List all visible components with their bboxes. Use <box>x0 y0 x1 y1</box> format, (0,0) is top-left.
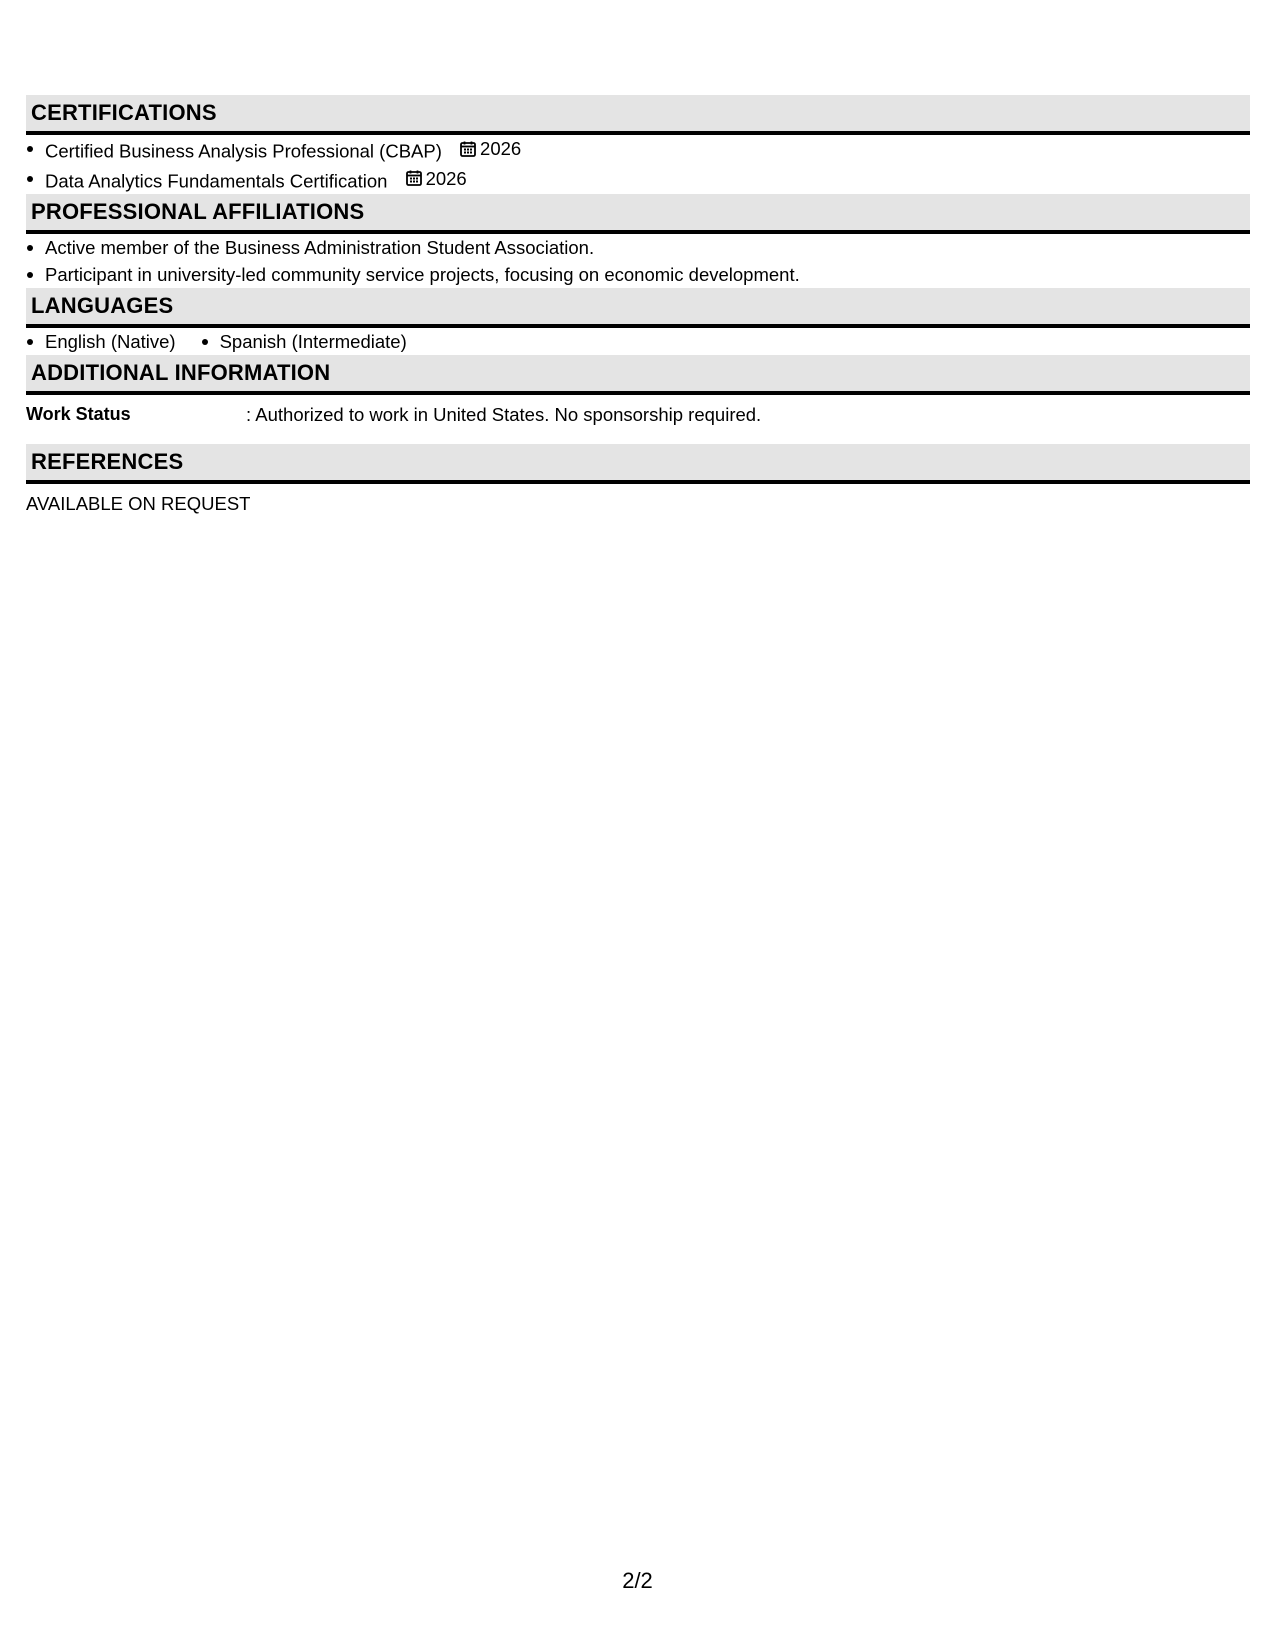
list-item: English (Native) <box>26 328 176 355</box>
certification-date <box>459 135 521 162</box>
languages-section <box>26 288 1250 355</box>
certification-name: Data Analytics Fundamentals Certification <box>45 170 388 191</box>
references-text: AVAILABLE ON REQUEST <box>26 493 251 514</box>
affiliations-list <box>26 234 1250 288</box>
certifications-list <box>26 135 1250 194</box>
certifications-section <box>26 95 1250 194</box>
section-title: LANGUAGES <box>31 293 174 318</box>
additional-info-header <box>26 355 1250 395</box>
resume-page <box>26 95 1250 517</box>
work-status-value: : Authorized to work in United States. No sponsorship required. <box>246 404 762 425</box>
languages-list <box>26 328 1250 355</box>
additional-info-section <box>26 355 1250 444</box>
section-title: REFERENCES <box>31 449 184 474</box>
work-status-label: Work Status <box>26 404 131 424</box>
languages-header <box>26 288 1250 328</box>
list-item: Spanish (Intermediate) <box>201 328 407 355</box>
certification-name: Certified Business Analysis Professional (CBAP) <box>45 140 442 162</box>
work-status-row <box>26 395 1250 444</box>
certifications-header <box>26 95 1250 135</box>
list-item <box>26 135 1250 165</box>
calendar-icon <box>405 169 423 187</box>
affiliations-section <box>26 194 1250 288</box>
references-section <box>26 444 1250 517</box>
affiliations-header <box>26 194 1250 234</box>
section-title: ADDITIONAL INFORMATION <box>31 360 331 385</box>
page-number: 2/2 <box>622 1568 653 1593</box>
list-item <box>26 165 1250 195</box>
section-title: CERTIFICATIONS <box>31 100 217 125</box>
list-item: Participant in university-led community service projects, focusing on economic development. <box>26 261 1250 288</box>
list-item: Active member of the Business Administration Student Association. <box>26 234 1250 261</box>
certification-date <box>405 165 467 192</box>
certification-year: 2026 <box>480 138 522 159</box>
certification-year: 2026 <box>425 167 467 189</box>
references-header <box>26 444 1250 484</box>
calendar-icon <box>459 140 477 158</box>
section-title: PROFESSIONAL AFFILIATIONS <box>31 199 365 224</box>
